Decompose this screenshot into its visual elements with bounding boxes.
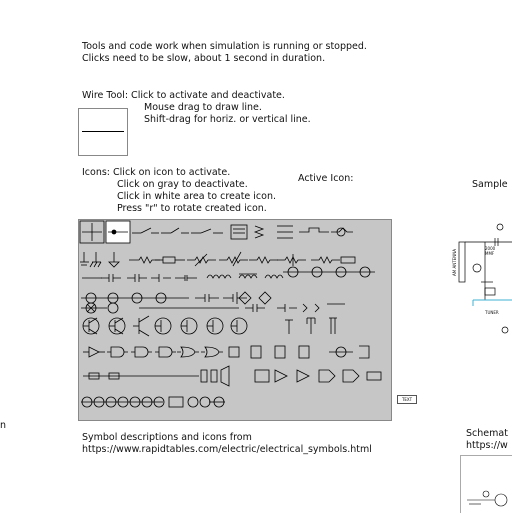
wire-line-icon — [82, 131, 124, 132]
instrument-icon[interactable] — [81, 397, 225, 407]
node-dot-icon[interactable] — [106, 221, 130, 243]
fuse-icon[interactable] — [83, 366, 381, 386]
meter-icon[interactable] — [283, 267, 375, 277]
sample-circuit[interactable] — [451, 220, 512, 340]
transistor-icon[interactable] — [83, 316, 337, 336]
wire-tool-line2: Mouse drag to draw line. — [144, 102, 262, 113]
icon-palette[interactable] — [78, 219, 392, 421]
icons-help-line1: Icons: Click on icon to activate. — [82, 167, 231, 178]
left-fragment-text: n — [0, 420, 7, 431]
sample-label-tuner: TUNER — [485, 310, 499, 315]
tools-info-line1: Tools and code work when simulation is running or stopped. — [82, 41, 367, 52]
wire-tool-line3: Shift-drag for horiz. or vertical line. — [144, 114, 311, 125]
switch-icon[interactable] — [132, 228, 223, 233]
wire-junction-icon[interactable] — [80, 221, 104, 243]
active-icon-label: Active Icon: — [298, 173, 354, 184]
sample-label-mmf: MMF — [485, 251, 495, 256]
ground-icon[interactable] — [80, 252, 119, 267]
schematic-preview-graphics — [461, 456, 512, 513]
icons-help-line4: Press "r" to rotate created icon. — [117, 203, 267, 214]
wire-tool-line1: Wire Tool: Click to activate and deactivate. — [82, 90, 285, 101]
schematic-title: Schemat — [466, 428, 508, 439]
icon-palette-graphics — [79, 220, 391, 420]
icons-help-line2: Click on gray to deactivate. — [117, 179, 248, 190]
symbol-desc-link[interactable]: https://www.rapidtables.com/electric/electrical_symbols.html — [82, 444, 372, 455]
relay-icon[interactable] — [231, 225, 293, 239]
text-tool-button[interactable]: TEXT — [397, 395, 417, 404]
capacitor-icon[interactable] — [82, 274, 197, 282]
schematic-preview[interactable] — [460, 455, 512, 513]
resistor-icon[interactable] — [129, 252, 355, 266]
sample-label: Sample — [472, 179, 508, 190]
tools-info-line2: Clicks need to be slow, about 1 second in duration. — [82, 53, 326, 64]
inductor-icon[interactable] — [207, 274, 283, 278]
logic-gate-icon[interactable] — [83, 346, 369, 358]
symbol-desc-line1: Symbol descriptions and icons from — [82, 432, 252, 443]
schematic-link[interactable]: https://w — [466, 440, 508, 451]
contact-icon[interactable] — [299, 228, 353, 236]
sample-label-2000: 2000 — [485, 246, 496, 251]
source-icon[interactable] — [81, 292, 345, 313]
wire-tool-button[interactable] — [78, 108, 128, 156]
icons-help-line3: Click in white area to create icon. — [117, 191, 277, 202]
sample-circuit-graphics — [455, 220, 512, 340]
sample-label-antenna: AM ANTENNA — [451, 249, 457, 276]
